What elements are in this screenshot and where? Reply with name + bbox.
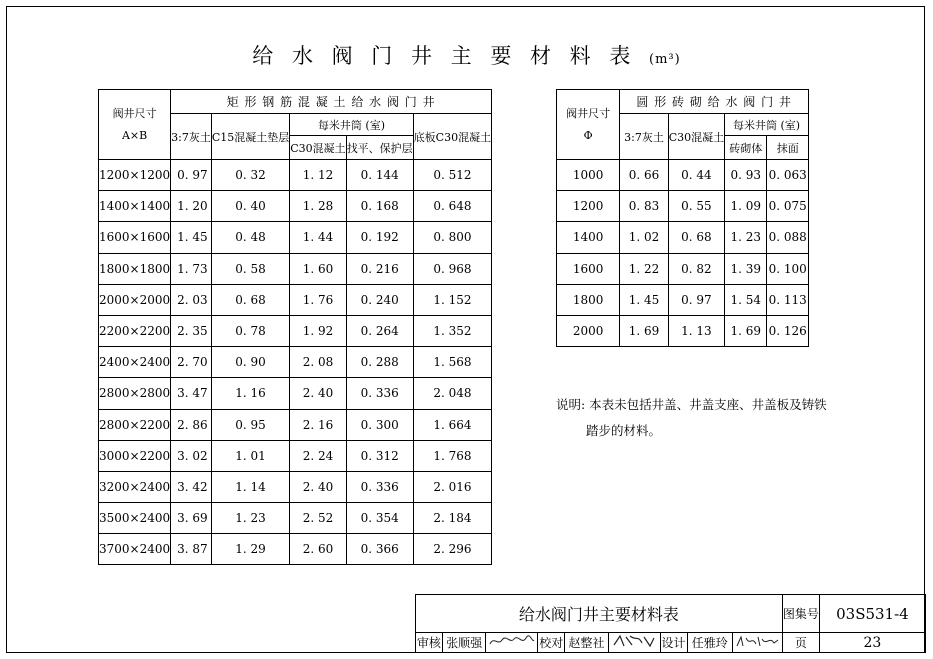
- rect-table-cell: 1200×1200: [99, 160, 171, 191]
- round-brick-header: 砖砌体: [725, 136, 767, 160]
- rect-table-cell: 2. 40: [290, 378, 346, 409]
- rect-table-cell: 0. 78: [211, 315, 289, 346]
- rect-table-cell: 1. 768: [413, 440, 491, 471]
- rect-table-cell: 3200×2400: [99, 471, 171, 502]
- rect-c15-header: C15混凝土垫层: [211, 114, 289, 160]
- rect-table-cell: 2. 35: [171, 315, 212, 346]
- rect-lime-header: 3:7灰土: [171, 114, 212, 160]
- rect-table-cell: 3. 87: [171, 534, 212, 565]
- round-table-cell: 1. 23: [725, 222, 767, 253]
- rect-size-header: [99, 90, 171, 160]
- rect-table-cell: 2. 048: [413, 378, 491, 409]
- rect-table-cell: 0. 144: [346, 160, 413, 191]
- rect-size-axb: A×B: [121, 128, 148, 142]
- rect-caption: 矩 形 钢 筋 混 凝 土 给 水 阀 门 井: [171, 90, 492, 114]
- page-label: 页: [782, 633, 819, 653]
- rect-table-cell: 0. 95: [211, 409, 289, 440]
- rect-table-cell: 0. 32: [211, 160, 289, 191]
- rect-table-cell: 0. 168: [346, 191, 413, 222]
- round-size-header: [557, 90, 620, 160]
- rect-table-cell: 0. 312: [346, 440, 413, 471]
- rect-table-cell: 1. 01: [211, 440, 289, 471]
- rect-table-cell: 0. 300: [346, 409, 413, 440]
- rect-table-cell: 2. 03: [171, 284, 212, 315]
- round-table-cell: 0. 66: [620, 160, 668, 191]
- round-table-body: [557, 160, 809, 347]
- rect-table-cell: 1. 568: [413, 347, 491, 378]
- rect-table-cell: 0. 97: [171, 160, 212, 191]
- rect-shaft-header: 每米井筒 (室): [290, 114, 413, 136]
- explanation-note: [556, 392, 827, 444]
- rect-table-cell: 2000×2000: [99, 284, 171, 315]
- rect-table-cell: 0. 800: [413, 222, 491, 253]
- rect-table-cell: 2. 296: [413, 534, 491, 565]
- round-size-phi: Φ: [583, 128, 593, 142]
- rect-table-cell: 1600×1600: [99, 222, 171, 253]
- rect-material-table: [98, 89, 492, 565]
- round-table-cell: 2000: [557, 315, 620, 346]
- rect-c30-header: C30混凝土: [290, 136, 346, 160]
- round-material-table: [556, 89, 809, 347]
- note-line-2: 踏步的材料。: [586, 423, 662, 438]
- round-table-cell: 0. 83: [620, 191, 668, 222]
- rect-table-cell: 0. 40: [211, 191, 289, 222]
- rect-table-cell: 1. 14: [211, 471, 289, 502]
- reviewer-name: 张顺强: [442, 633, 486, 653]
- rect-table-cell: 0. 336: [346, 471, 413, 502]
- round-table-cell: 0. 126: [767, 315, 809, 346]
- round-table-cell: 0. 075: [767, 191, 809, 222]
- rect-table-cell: 1. 28: [290, 191, 346, 222]
- rect-table-cell: 0. 512: [413, 160, 491, 191]
- rect-table-cell: 3. 69: [171, 503, 212, 534]
- rect-table-cell: 2200×2200: [99, 315, 171, 346]
- rect-table-cell: 1. 23: [211, 503, 289, 534]
- check-label: 校对: [538, 633, 565, 653]
- rect-table-cell: 0. 968: [413, 253, 491, 284]
- rect-table-row: [99, 471, 492, 502]
- round-table-row: [557, 315, 809, 346]
- round-table-cell: 1000: [557, 160, 620, 191]
- rect-table-row: [99, 534, 492, 565]
- round-table-cell: 0. 93: [725, 160, 767, 191]
- rect-table-row: [99, 222, 492, 253]
- round-table-cell: 0. 113: [767, 284, 809, 315]
- round-table-cell: 0. 68: [668, 222, 724, 253]
- round-table-cell: 0. 82: [668, 253, 724, 284]
- round-table-cell: 1. 69: [725, 315, 767, 346]
- round-table-row: [557, 160, 809, 191]
- round-table-cell: 1. 09: [725, 191, 767, 222]
- title-block-table: [415, 594, 926, 653]
- rect-table-cell: 0. 264: [346, 315, 413, 346]
- rect-table-body: [99, 160, 492, 565]
- round-table-cell: 0. 55: [668, 191, 724, 222]
- round-table-cell: 1. 54: [725, 284, 767, 315]
- round-table-row: [557, 222, 809, 253]
- rect-table-cell: 3000×2200: [99, 440, 171, 471]
- rect-table-row: [99, 347, 492, 378]
- round-table-cell: 1. 22: [620, 253, 668, 284]
- rect-table-cell: 3. 42: [171, 471, 212, 502]
- rect-table-cell: 0. 90: [211, 347, 289, 378]
- drawing-title: 给水阀门井主要材料表: [416, 595, 783, 633]
- rect-table-row: [99, 191, 492, 222]
- rect-table-cell: 2800×2800: [99, 378, 171, 409]
- rect-table-cell: 2. 24: [290, 440, 346, 471]
- rect-table-cell: 1. 45: [171, 222, 212, 253]
- round-table-cell: 1. 13: [668, 315, 724, 346]
- rect-table-cell: 0. 288: [346, 347, 413, 378]
- round-table-cell: 0. 97: [668, 284, 724, 315]
- rect-table-cell: 1. 20: [171, 191, 212, 222]
- rect-table-cell: 2. 016: [413, 471, 491, 502]
- round-table-cell: 1. 45: [620, 284, 668, 315]
- rect-table-row: [99, 160, 492, 191]
- rect-table-cell: 3. 47: [171, 378, 212, 409]
- rect-table-cell: 1800×1800: [99, 253, 171, 284]
- rect-table-cell: 3500×2400: [99, 503, 171, 534]
- round-caption: 圆 形 砖 砌 给 水 阀 门 井: [620, 90, 809, 114]
- rect-table-cell: 2. 40: [290, 471, 346, 502]
- rect-table-cell: 1. 60: [290, 253, 346, 284]
- rect-table-cell: 1400×1400: [99, 191, 171, 222]
- rect-table-cell: 0. 354: [346, 503, 413, 534]
- atlas-label: 图集号: [782, 595, 819, 633]
- round-table-cell: 0. 063: [767, 160, 809, 191]
- rect-table-cell: 3. 02: [171, 440, 212, 471]
- rect-base-header: 底板C30混凝土: [413, 114, 491, 160]
- rect-table-cell: 2400×2400: [99, 347, 171, 378]
- rect-table-cell: 0. 336: [346, 378, 413, 409]
- round-table-cell: 1. 39: [725, 253, 767, 284]
- atlas-number: 03S531-4: [819, 595, 925, 633]
- rect-table-cell: 1. 352: [413, 315, 491, 346]
- rect-table-cell: 1. 12: [290, 160, 346, 191]
- rect-table-cell: 2. 52: [290, 503, 346, 534]
- rect-table-cell: 2. 60: [290, 534, 346, 565]
- round-plaster-header: 抹面: [767, 136, 809, 160]
- rect-table-cell: 0. 48: [211, 222, 289, 253]
- checker-signature: [608, 633, 660, 653]
- round-table-row: [557, 191, 809, 222]
- rect-table-cell: 1. 664: [413, 409, 491, 440]
- rect-table-row: [99, 315, 492, 346]
- rect-table-row: [99, 284, 492, 315]
- title-text: 给 水 阀 门 井 主 要 材 料 表: [252, 44, 637, 68]
- rect-table-cell: 0. 648: [413, 191, 491, 222]
- rect-table-cell: 1. 29: [211, 534, 289, 565]
- rect-table-cell: 0. 68: [211, 284, 289, 315]
- rect-table-cell: 1. 73: [171, 253, 212, 284]
- round-table-row: [557, 253, 809, 284]
- round-table-cell: 1800: [557, 284, 620, 315]
- designer-name: 任雅玲: [687, 633, 733, 653]
- rect-table-cell: 1. 152: [413, 284, 491, 315]
- rect-plaster-header: 找平、保护层: [346, 136, 413, 160]
- title-block: [415, 594, 925, 653]
- round-shaft-header: 每米井筒 (室): [725, 114, 809, 136]
- designer-signature: [733, 633, 783, 653]
- rect-table-cell: 2. 184: [413, 503, 491, 534]
- rect-table-cell: 1. 92: [290, 315, 346, 346]
- rect-table-row: [99, 503, 492, 534]
- rect-table-cell: 0. 192: [346, 222, 413, 253]
- title-unit: (m³): [649, 52, 681, 67]
- round-size-label: 阀井尺寸: [566, 106, 611, 120]
- rect-table-cell: 2800×2200: [99, 409, 171, 440]
- page-number: 23: [819, 633, 925, 653]
- rect-table-cell: 0. 366: [346, 534, 413, 565]
- rect-size-label: 阀井尺寸: [112, 106, 157, 120]
- rect-table-cell: 2. 16: [290, 409, 346, 440]
- round-table-row: [557, 284, 809, 315]
- page-title: [0, 40, 933, 70]
- reviewer-signature: [486, 633, 538, 653]
- checker-name: 赵整社: [565, 633, 609, 653]
- rect-table-cell: 2. 08: [290, 347, 346, 378]
- round-table-cell: 0. 44: [668, 160, 724, 191]
- rect-table-cell: 0. 216: [346, 253, 413, 284]
- review-label: 审核: [416, 633, 443, 653]
- rect-table-cell: 3700×2400: [99, 534, 171, 565]
- rect-table-cell: 1. 16: [211, 378, 289, 409]
- round-lime-header: 3:7灰土: [620, 114, 668, 160]
- rect-table-cell: 0. 58: [211, 253, 289, 284]
- rect-table-cell: 1. 76: [290, 284, 346, 315]
- round-table-cell: 1600: [557, 253, 620, 284]
- rect-table-cell: 0. 240: [346, 284, 413, 315]
- rect-table-row: [99, 440, 492, 471]
- rect-table-row: [99, 409, 492, 440]
- rect-table-cell: 1. 44: [290, 222, 346, 253]
- round-c30-header: C30混凝土: [668, 114, 724, 160]
- round-table-cell: 0. 100: [767, 253, 809, 284]
- rect-table-cell: 2. 70: [171, 347, 212, 378]
- round-table-cell: 1. 69: [620, 315, 668, 346]
- round-table-cell: 1. 02: [620, 222, 668, 253]
- round-table-cell: 1400: [557, 222, 620, 253]
- rect-table-cell: 2. 86: [171, 409, 212, 440]
- rect-table-row: [99, 253, 492, 284]
- rect-table-row: [99, 378, 492, 409]
- note-line-1: 说明: 本表未包括井盖、井盖支座、井盖板及铸铁: [556, 397, 827, 412]
- round-table-cell: 0. 088: [767, 222, 809, 253]
- design-label: 设计: [660, 633, 687, 653]
- round-table-cell: 1200: [557, 191, 620, 222]
